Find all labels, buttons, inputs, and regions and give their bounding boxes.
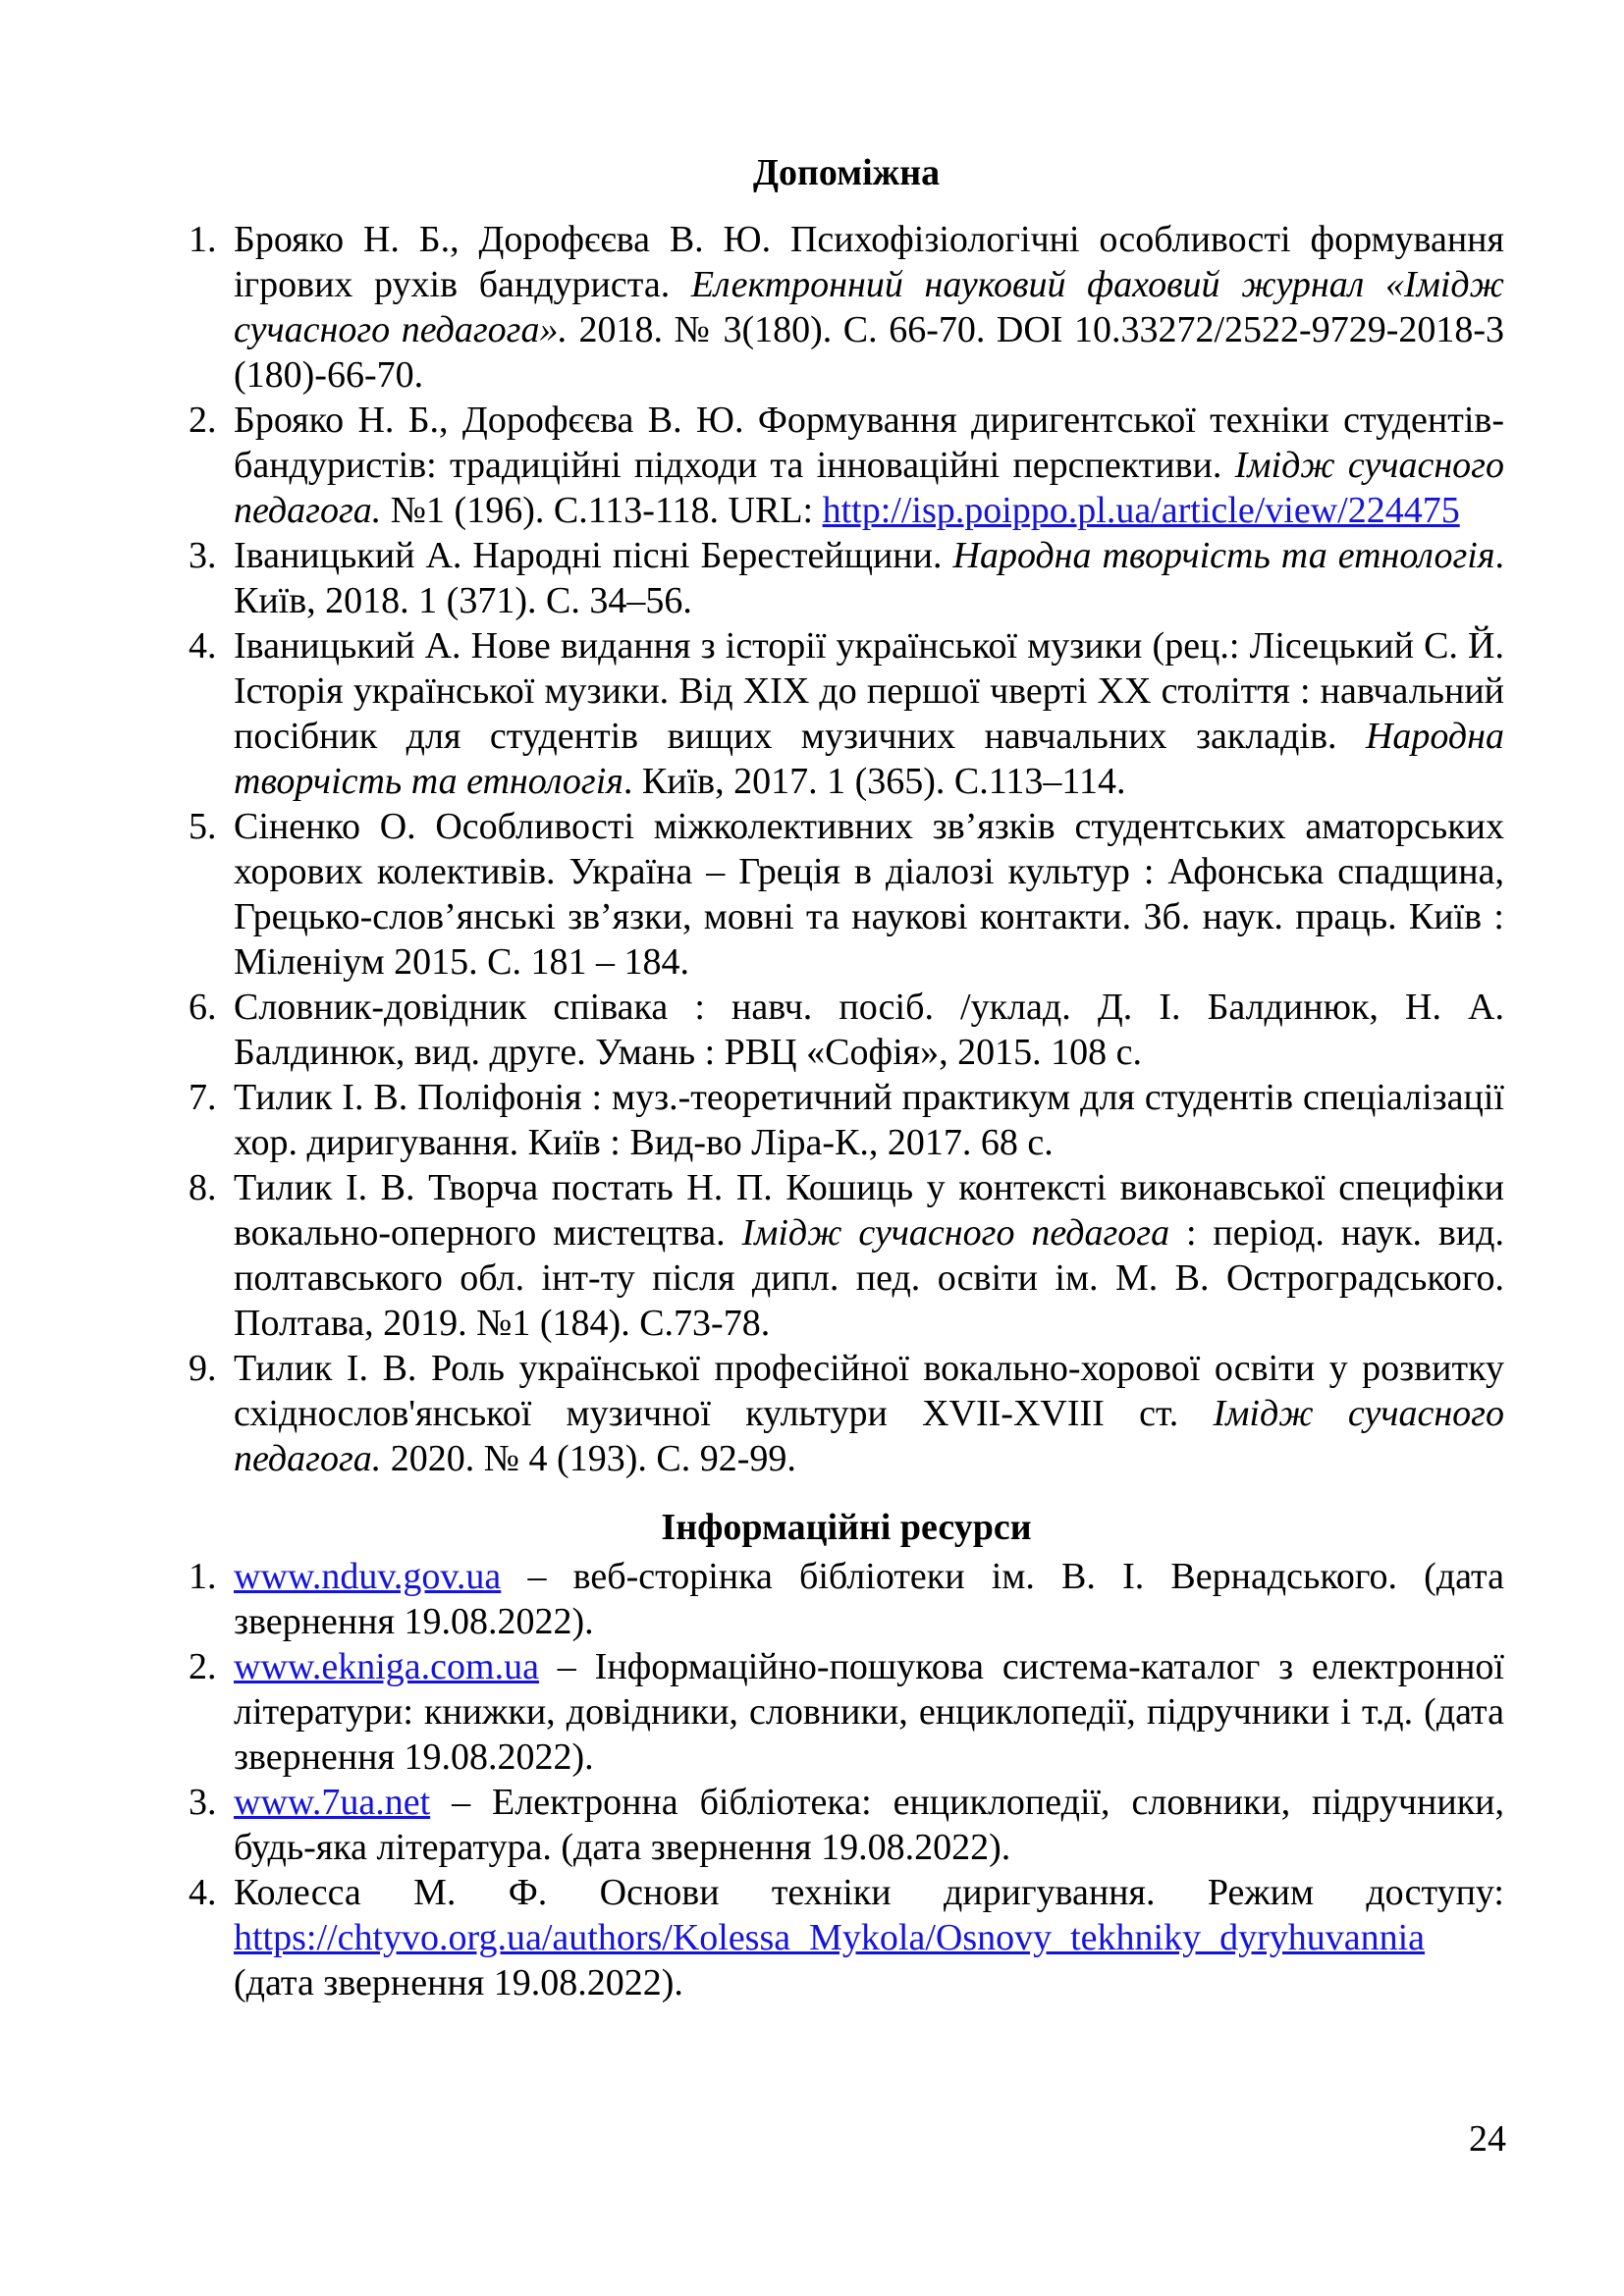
reference-item	[189, 1780, 1504, 1870]
item-number: 2.	[189, 400, 217, 441]
item-number: 7.	[189, 1077, 217, 1118]
reference-text: – Електронна бібліотека: енциклопедії, словники, підручники, будь-яка література. (дата звернення 19.08.2022).	[234, 1782, 1504, 1868]
reference-text: Тилик І. В. Роль української професійної вокально-хорової освіти у розвитку східнослов'янської музичної культури XVII-XVIII ст.	[234, 1348, 1504, 1434]
reference-text: Сіненко О. Особливості міжколективних зв’язків студентських аматорських хорових колективів. Україна – Греція в діалозі культур : Афонська спадщина, Грецько-слов’янські зв’язки, мовні та наукові контакти. Зб. наук. праць. Київ : Міленіум 2015. С. 181 – 184.	[234, 806, 1504, 983]
reference-list	[189, 217, 1504, 1481]
reference-text: Іваницький А. Народні пісні Берестейщини.	[234, 535, 953, 576]
reference-text: – веб-сторінка бібліотеки ім. В. І. Вернадського. (дата звернення 19.08.2022).	[234, 1556, 1504, 1642]
reference-text: Брояко Н. Б., Дорофєєва В. Ю. Формування диригентської техніки студентів-бандуристів: традиційні підходи та інноваційні перспективи.	[234, 400, 1504, 486]
reference-item	[189, 533, 1504, 623]
reference-text: Словник-довідник співака : навч. посіб. /уклад. Д. І. Балдинюк, Н. А. Балдинюк, вид. друге. Умань : РВЦ «Софія», 2015. 108 с.	[234, 987, 1504, 1073]
item-number: 5.	[189, 806, 217, 847]
reference-text: Імідж сучасного педагога.	[234, 1393, 1504, 1479]
section-2	[189, 1505, 1504, 2005]
reference-item	[189, 398, 1504, 533]
item-number: 2.	[189, 1646, 217, 1687]
reference-text: Тилик І. В. Творча постать Н. П. Кошиць у контексті виконавської специфіки вокально-оперного мистецтва.	[234, 1167, 1504, 1254]
reference-link[interactable]: www.7ua.net	[234, 1782, 431, 1823]
item-number: 1.	[189, 219, 217, 260]
item-number: 3.	[189, 1782, 217, 1823]
reference-item	[189, 1644, 1504, 1780]
reference-item	[189, 1346, 1504, 1481]
reference-item	[189, 804, 1504, 985]
reference-text: . Київ, 2018. 1 (371). С. 34–56.	[234, 535, 1505, 621]
item-number: 4.	[189, 1872, 217, 1913]
reference-text: : період. наук. вид. полтавського обл. інт-ту після дипл. пед. освіти ім. М. В. Остроградського. Полтава, 2019. №1 (184). С.73-78.	[234, 1212, 1505, 1344]
reference-text: . Київ, 2017. 1 (365). С.113–114.	[623, 761, 1126, 802]
reference-list	[189, 1554, 1504, 2005]
reference-text: Імідж сучасного педагога.	[234, 445, 1504, 531]
item-number: 3.	[189, 535, 217, 576]
reference-item	[189, 1165, 1504, 1346]
reference-text: Іваницький А. Нове видання з історії української музики (рец.: Лісецький С. Й. Історія української музики. Від XIX до першої чверті XX століття : навчальний посібник для студентів вищих музичних навчальних закладів.	[234, 625, 1504, 757]
item-number: 1.	[189, 1556, 217, 1597]
reference-text: Електронний науковий фаховий журнал «Імідж сучасного педагога».	[234, 264, 1504, 350]
reference-text: Імідж сучасного педагога	[741, 1212, 1170, 1254]
section-heading: Інформаційні ресурси	[661, 1507, 1032, 1548]
reference-text: Тилик І. В. Поліфонія : муз.-теоретичний практикум для студентів спеціалізації хор. диригування. Київ : Вид-во Ліра-К., 2017. 68 с.	[234, 1077, 1504, 1163]
reference-item	[189, 1075, 1504, 1165]
page-number: 24	[1469, 2118, 1506, 2160]
reference-text: №1 (196). С.113-118. URL:	[381, 490, 823, 531]
reference-text: (дата звернення 19.08.2022).	[234, 1962, 683, 2003]
references-content	[189, 150, 1504, 2005]
reference-link[interactable]: www.nduv.gov.ua	[234, 1556, 502, 1597]
reference-link[interactable]: www.ekniga.com.ua	[234, 1646, 539, 1687]
item-number: 6.	[189, 987, 217, 1028]
reference-item	[189, 1554, 1504, 1644]
reference-link[interactable]: https://chtyvo.org.ua/authors/Kolessa_Mykola/Osnovy_tekhniky_dyryhuvannia	[234, 1917, 1426, 1958]
item-number: 8.	[189, 1167, 217, 1208]
reference-item	[189, 1870, 1504, 2005]
reference-item	[189, 985, 1504, 1075]
reference-item	[189, 217, 1504, 398]
item-number: 9.	[189, 1348, 217, 1389]
reference-text: Народна творчість та етнологія	[234, 716, 1504, 802]
reference-text: Народна творчість та етнологія	[952, 535, 1495, 576]
item-number: 4.	[189, 625, 217, 667]
section-1	[189, 150, 1504, 1481]
reference-text: 2020. № 4 (193). С. 92-99.	[381, 1438, 796, 1479]
reference-item	[189, 623, 1504, 804]
reference-text: Колесса М. Ф. Основи техніки диригування. Режим доступу:	[234, 1872, 1504, 1913]
reference-text: Брояко Н. Б., Дорофєєва В. Ю. Психофізіологічні особливості формування ігрових рухів бандуриста.	[234, 219, 1504, 305]
reference-text: 2018. № 3(180). С. 66-70. DOI 10.33272/2522-9729-2018-3 (180)-66-70.	[234, 309, 1505, 396]
section-heading: Допоміжна	[752, 152, 941, 193]
reference-link[interactable]: http://isp.poippo.pl.ua/article/view/224475	[822, 490, 1460, 531]
reference-text: – Інформаційно-пошукова система-каталог з електронної літератури: книжки, довідники, словники, енциклопедії, підручники і т.д. (дата звернення 19.08.2022).	[234, 1646, 1504, 1778]
